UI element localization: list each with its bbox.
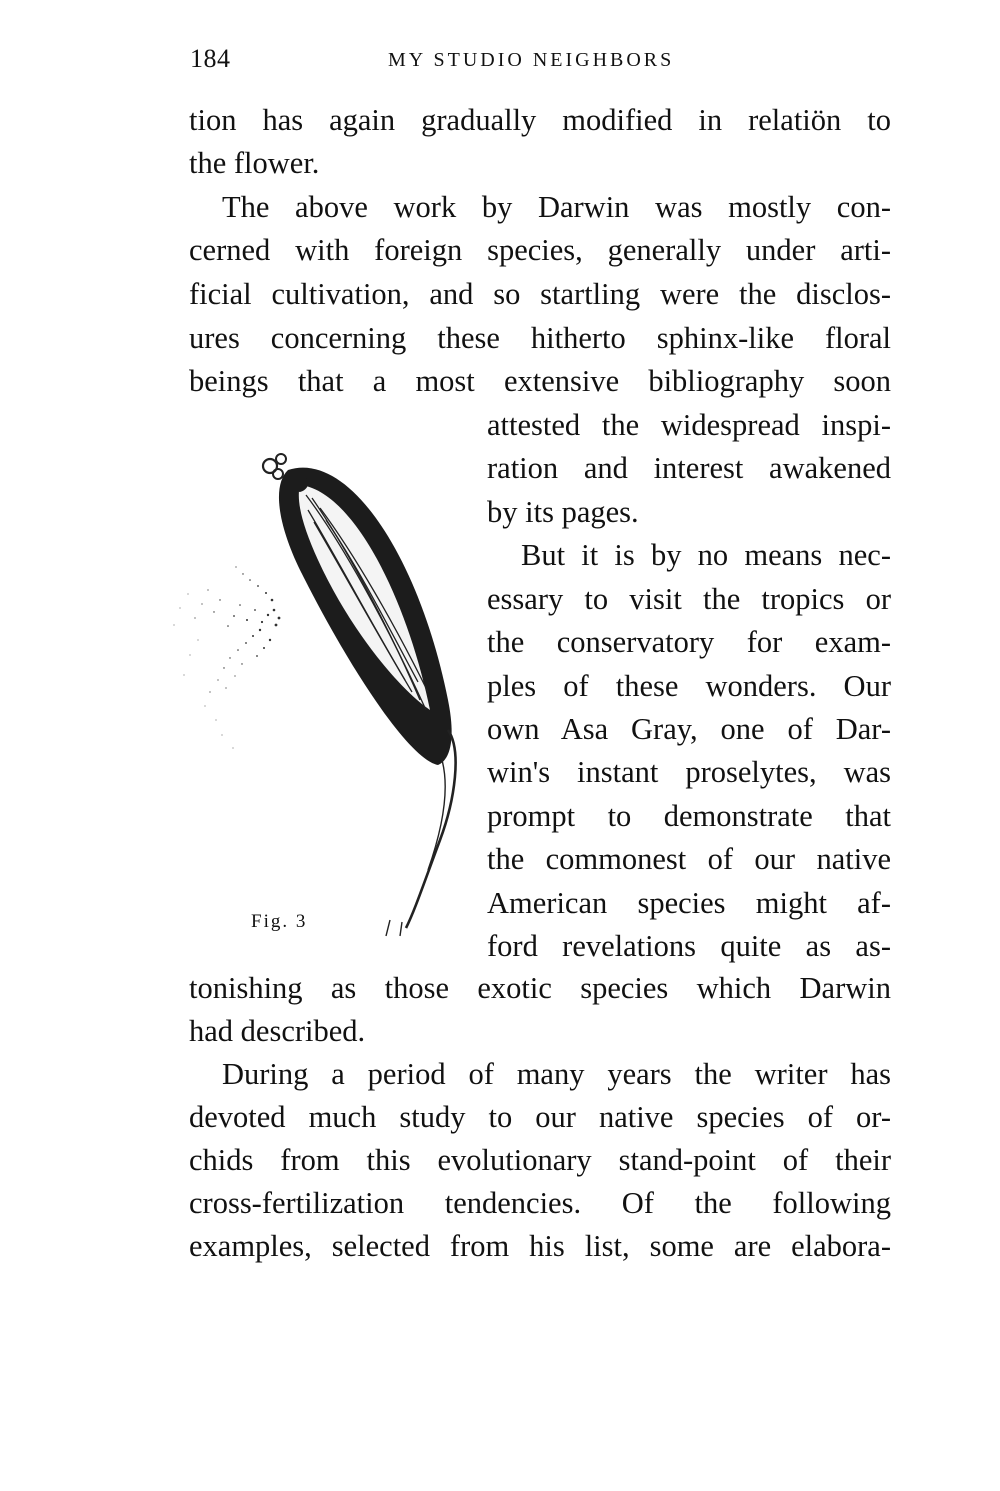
text-line: prompt to demonstrate that: [487, 799, 891, 833]
pod-stem: [386, 730, 456, 936]
figure-caption: Fig. 3: [251, 911, 308, 932]
orchid-pod-illustration: [150, 430, 470, 950]
text-line: cerned with foreign species, generally under arti-: [189, 233, 891, 267]
page-number: 184: [190, 44, 231, 73]
text-line: the flower.: [189, 146, 320, 180]
text-line: win's instant proselytes, was: [487, 755, 891, 789]
pollen-spray: [174, 566, 281, 748]
page-header: [190, 44, 890, 78]
text-line: the commonest of our native: [487, 842, 891, 876]
text-line: the conservatory for exam-: [487, 625, 891, 659]
text-line: But it is by no means nec-: [521, 538, 891, 572]
running-head: MY STUDIO NEIGHBORS: [388, 49, 675, 71]
text-line: essary to visit the tropics or: [487, 582, 891, 616]
text-line: ples of these wonders. Our: [487, 669, 891, 703]
text-line: by its pages.: [487, 495, 639, 529]
pod-body: [263, 454, 452, 765]
text-line: tion has again gradually modified in relatiön to: [189, 103, 891, 137]
text-line: examples, selected from his list, some are elabora-: [189, 1229, 891, 1263]
text-line: own Asa Gray, one of Dar-: [487, 712, 891, 746]
text-line: American species might af-: [487, 886, 891, 920]
text-line: beings that a most extensive bibliography soon: [189, 364, 891, 398]
text-line: ficial cultivation, and so startling were the disclos-: [189, 277, 891, 311]
text-line: attested the widespread inspi-: [487, 408, 891, 442]
text-line: chids from this evolutionary stand-point of their: [189, 1143, 891, 1177]
text-line: The above work by Darwin was mostly con-: [222, 190, 891, 224]
text-line: ford revelations quite as as-: [487, 929, 891, 963]
text-line: ures concerning these hitherto sphinx-like floral: [189, 321, 891, 355]
text-line: cross-fertilization tendencies. Of the following: [189, 1186, 891, 1220]
text-line: During a period of many years the writer has: [222, 1057, 891, 1091]
text-line: had described.: [189, 1014, 366, 1048]
text-line: devoted much study to our native species of or-: [189, 1100, 891, 1134]
text-line: tonishing as those exotic species which Darwin: [189, 971, 891, 1005]
text-line: ration and interest awakened: [487, 451, 891, 485]
